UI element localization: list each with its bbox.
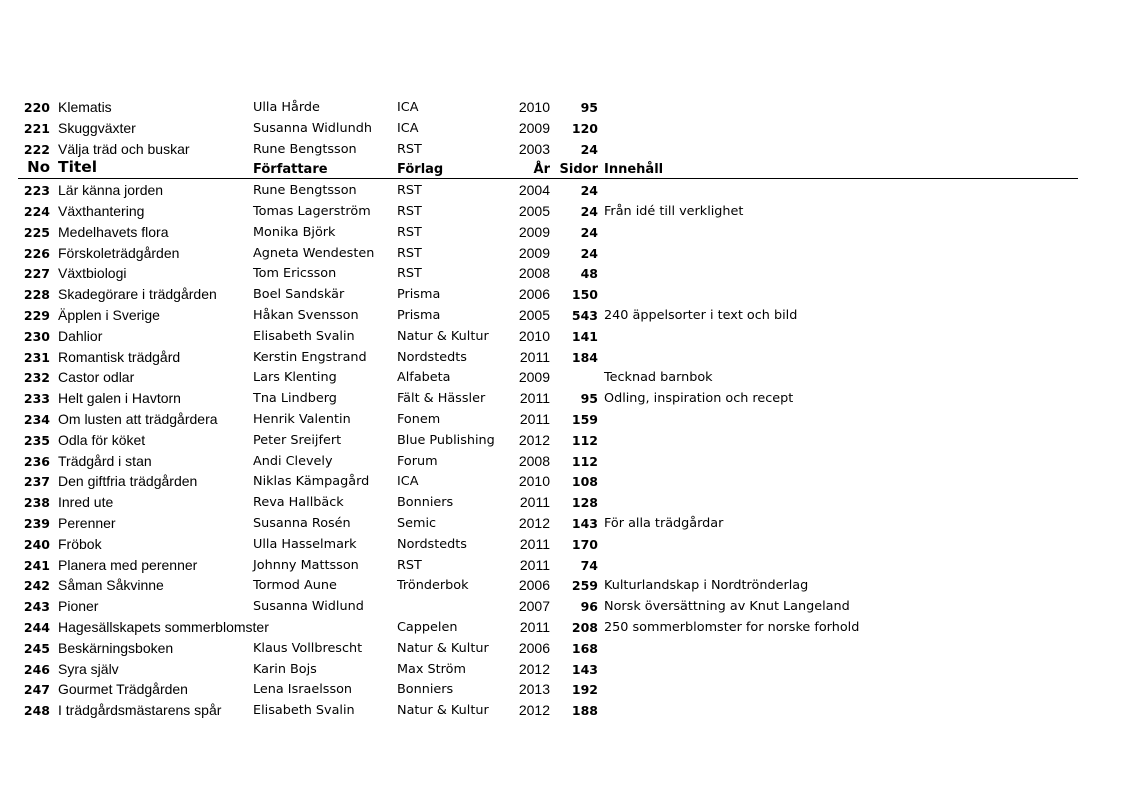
cell-author: Boel Sandskär: [253, 287, 345, 303]
cell-year: 2011: [519, 535, 550, 552]
cell-title: Växtbiologi: [58, 265, 127, 282]
cell-publisher: RST: [397, 224, 422, 240]
cell-publisher: RST: [397, 266, 422, 282]
cell-year: 2010: [518, 327, 550, 344]
cell-year: 2011: [519, 494, 550, 511]
cell-author: Lars Klenting: [253, 370, 337, 386]
cell-title: Växthantering: [58, 202, 145, 219]
cell-pages: 112: [571, 432, 598, 448]
cell-no: 230: [23, 328, 50, 344]
cell-title: Klematis: [58, 99, 112, 115]
cell-publisher: RST: [397, 141, 422, 157]
table-row: [0, 471, 1122, 492]
cell-content: Från idé till verklighet: [604, 203, 744, 219]
cell-year: 2005: [518, 306, 550, 323]
cell-author: Karin Bojs: [253, 661, 317, 677]
cell-publisher: Bonniers: [397, 495, 454, 511]
cell-author: Tomas Lagerström: [253, 203, 371, 219]
cell-publisher: Prisma: [397, 307, 441, 323]
cell-year: 2012: [518, 514, 550, 531]
cell-content: 250 sommerblomster for norske forhold: [604, 619, 860, 635]
cell-pages: 141: [571, 328, 598, 344]
header-no: No: [27, 158, 50, 177]
cell-no: 235: [23, 432, 50, 448]
cell-no: 231: [23, 349, 50, 365]
table-row: [0, 638, 1122, 659]
cell-year: 2008: [518, 265, 550, 282]
cell-publisher: Forum: [397, 453, 438, 469]
table-row: [0, 139, 1122, 160]
table-header: [0, 159, 1122, 180]
cell-no: 241: [23, 557, 50, 573]
cell-no: 220: [23, 100, 50, 115]
cell-pages: 128: [571, 495, 598, 511]
table-row: [0, 513, 1122, 534]
cell-pages: 192: [571, 682, 598, 698]
cell-author: Tormod Aune: [253, 578, 337, 594]
cell-publisher: ICA: [397, 120, 419, 136]
cell-pages: 159: [571, 411, 598, 427]
cell-publisher: RST: [397, 183, 422, 199]
cell-year: 2006: [518, 639, 550, 656]
table-row: [0, 430, 1122, 451]
table-row: [0, 284, 1122, 305]
cell-title: Planera med perenner: [58, 556, 198, 573]
cell-author: Kerstin Engstrand: [253, 349, 367, 365]
cell-author: Klaus Vollbrescht: [253, 640, 363, 656]
cell-year: 2008: [518, 452, 550, 469]
cell-pages: 188: [571, 703, 598, 719]
cell-author: Tna Lindberg: [253, 391, 337, 407]
table-row: [0, 201, 1122, 222]
header-title: Titel: [58, 158, 98, 177]
table-row: [0, 326, 1122, 347]
cell-title: Syra själv: [58, 660, 119, 677]
cell-pages: 120: [571, 120, 598, 136]
table-row: [0, 180, 1122, 201]
cell-no: 224: [23, 203, 50, 219]
cell-no: 237: [23, 474, 50, 490]
cell-pages: 108: [571, 474, 598, 490]
cell-title: Skuggväxter: [58, 119, 136, 136]
cell-year: 2012: [518, 660, 550, 677]
cell-year: 2011: [519, 410, 550, 427]
cell-publisher: Blue Publishing: [397, 432, 495, 448]
cell-author: Henrik Valentin: [253, 411, 351, 427]
table-row: [0, 596, 1122, 617]
cell-year: 2009: [518, 244, 550, 261]
cell-no: 225: [23, 224, 50, 240]
cell-publisher: Trönderbok: [397, 578, 469, 594]
table-row: [0, 575, 1122, 596]
table-row: [0, 305, 1122, 326]
cell-title: Odla för köket: [58, 431, 146, 448]
cell-pages: 112: [571, 453, 598, 469]
cell-no: 245: [23, 640, 50, 656]
table-row: [0, 243, 1122, 264]
cell-title: Om lusten att trädgårdera: [58, 410, 218, 427]
cell-publisher: Nordstedts: [397, 349, 467, 365]
cell-title: Äpplen i Sverige: [58, 306, 160, 323]
cell-pages: 543: [571, 307, 598, 323]
cell-no: 244: [23, 619, 50, 635]
cell-author: Agneta Wendesten: [253, 245, 375, 261]
cell-year: 2010: [518, 473, 550, 490]
table-row: [0, 534, 1122, 555]
table-row: [0, 679, 1122, 700]
cell-year: 2006: [518, 286, 550, 303]
cell-no: 227: [23, 266, 50, 282]
cell-no: 229: [23, 307, 50, 323]
cell-title: Castor odlar: [58, 369, 135, 386]
table-row: [0, 347, 1122, 368]
cell-no: 232: [23, 370, 50, 386]
cell-no: 248: [23, 703, 50, 719]
cell-publisher: Alfabeta: [397, 370, 451, 386]
rows-after-header: [0, 180, 1122, 721]
cell-title: Välja träd och buskar: [58, 140, 190, 157]
cell-publisher: Nordstedts: [397, 536, 467, 552]
cell-publisher: Prisma: [397, 287, 441, 303]
cell-publisher: Bonniers: [397, 682, 454, 698]
cell-pages: 168: [571, 640, 598, 656]
cell-title: Den giftfria trädgården: [58, 473, 198, 490]
cell-title: I trädgårdsmästarens spår: [58, 702, 222, 719]
rows-before-header: [0, 97, 1122, 159]
cell-publisher: RST: [397, 245, 422, 261]
cell-year: 2003: [518, 140, 550, 157]
cell-title: Inred ute: [58, 494, 114, 511]
cell-no: 228: [23, 287, 50, 303]
cell-publisher: ICA: [397, 474, 419, 490]
cell-author: Johnny Mattsson: [253, 557, 359, 573]
cell-author: Susanna Widlund: [253, 599, 364, 615]
cell-author: Peter Sreijfert: [253, 432, 342, 448]
cell-publisher: Semic: [397, 515, 437, 531]
cell-title: Pioner: [58, 598, 99, 615]
cell-publisher: Natur & Kultur: [397, 703, 489, 719]
cell-pages: 170: [571, 536, 598, 552]
cell-no: 238: [23, 495, 50, 511]
cell-pages: 74: [580, 557, 598, 573]
cell-title: Dahlior: [58, 327, 103, 344]
cell-publisher: Fält & Hässler: [397, 391, 486, 407]
cell-year: 2011: [519, 556, 550, 573]
cell-publisher: Max Ström: [397, 661, 466, 677]
cell-pages: 150: [571, 287, 598, 303]
table-row: [0, 700, 1122, 721]
cell-year: 2011: [519, 390, 550, 407]
cell-author: Tom Ericsson: [253, 266, 337, 282]
table-row: [0, 451, 1122, 472]
cell-pages: 24: [580, 183, 598, 199]
cell-content: För alla trädgårdar: [604, 515, 724, 531]
cell-pages: 95: [580, 391, 598, 407]
cell-title: Helt galen i Havtorn: [58, 390, 181, 407]
table-row: [0, 118, 1122, 139]
cell-no: 233: [23, 391, 50, 407]
cell-title: Förskoleträdgården: [58, 244, 180, 261]
cell-year: 2004: [518, 182, 550, 199]
cell-publisher: RST: [397, 557, 422, 573]
header-content: Innehåll: [604, 162, 664, 178]
cell-year: 2011: [519, 618, 550, 635]
table-row: [0, 388, 1122, 409]
table-row: [0, 263, 1122, 284]
cell-author: Lena Israelsson: [253, 682, 353, 698]
cell-content: Kulturlandskap i Nordtrönderlag: [604, 578, 809, 594]
cell-year: 2010: [518, 99, 550, 115]
cell-pages: 143: [571, 661, 598, 677]
table-row: [0, 659, 1122, 680]
cell-title: Fröbok: [58, 535, 102, 552]
cell-title: Perenner: [58, 514, 116, 531]
cell-author: Ulla Hasselmark: [253, 536, 357, 552]
cell-title: Romantisk trädgård: [58, 348, 181, 365]
cell-pages: 184: [571, 349, 598, 365]
header-publisher: Förlag: [397, 162, 444, 178]
cell-pages: 24: [580, 245, 598, 261]
cell-author: Susanna Widlundh: [253, 120, 372, 136]
cell-author: Monika Björk: [253, 224, 336, 240]
cell-no: 223: [23, 183, 50, 199]
cell-content: Norsk översättning av Knut Langeland: [604, 599, 850, 615]
cell-title: Skadegörare i trädgården: [58, 286, 217, 303]
cell-pages: 48: [580, 266, 598, 282]
cell-year: 2006: [518, 577, 550, 594]
cell-year: 2012: [518, 702, 550, 719]
cell-author: Rune Bengtsson: [253, 183, 357, 199]
cell-pages: 24: [580, 203, 598, 219]
cell-year: 2013: [518, 681, 550, 698]
header-author: Författare: [253, 162, 328, 178]
cell-author: Susanna Rosén: [253, 515, 351, 531]
cell-no: 246: [23, 661, 50, 677]
table-row: [0, 222, 1122, 243]
cell-publisher: ICA: [397, 100, 419, 115]
cell-no: 247: [23, 682, 50, 698]
table-row: [0, 367, 1122, 388]
cell-content: Odling, inspiration och recept: [604, 391, 794, 407]
cell-no: 240: [23, 536, 50, 552]
cell-year: 2011: [519, 348, 550, 365]
header-year: År: [533, 162, 550, 178]
header-pages: Sidor: [559, 162, 598, 178]
cell-author: Elisabeth Svalin: [253, 328, 355, 344]
cell-year: 2009: [518, 369, 550, 386]
cell-author: Reva Hallbäck: [253, 495, 344, 511]
table-row: [0, 97, 1122, 118]
cell-pages: 24: [580, 141, 598, 157]
cell-title: Gourmet Trädgården: [58, 681, 188, 698]
cell-year: 2012: [518, 431, 550, 448]
cell-publisher: RST: [397, 203, 422, 219]
cell-no: 226: [23, 245, 50, 261]
cell-author: Andi Clevely: [253, 453, 333, 469]
cell-year: 2007: [518, 598, 550, 615]
cell-no: 243: [23, 599, 50, 615]
cell-content: Tecknad barnbok: [604, 370, 713, 386]
cell-title: Såman Såkvinne: [58, 577, 164, 594]
table-row: [0, 617, 1122, 638]
cell-author: Håkan Svensson: [253, 307, 359, 323]
table-row: [0, 555, 1122, 576]
cell-publisher: Cappelen: [397, 619, 458, 635]
cell-title: Beskärningsboken: [58, 639, 174, 656]
cell-year: 2009: [518, 223, 550, 240]
cell-pages: 24: [580, 224, 598, 240]
cell-no: 221: [23, 120, 50, 136]
cell-author: Niklas Kämpagård: [253, 474, 370, 490]
cell-publisher: Natur & Kultur: [397, 328, 489, 344]
cell-no: 242: [23, 578, 50, 594]
cell-no: 234: [23, 411, 50, 427]
cell-no: 236: [23, 453, 50, 469]
cell-title: Medelhavets flora: [58, 223, 169, 240]
cell-pages: 143: [571, 515, 598, 531]
cell-no: 222: [23, 141, 50, 157]
cell-no: 239: [23, 515, 50, 531]
table-row: [0, 492, 1122, 513]
cell-content: 240 äppelsorter i text och bild: [604, 307, 798, 323]
table-row: [0, 409, 1122, 430]
cell-year: 2009: [518, 119, 550, 136]
cell-author: Elisabeth Svalin: [253, 703, 355, 719]
cell-author: Rune Bengtsson: [253, 141, 357, 157]
cell-title: Lär känna jorden: [58, 182, 164, 199]
cell-pages: 95: [580, 100, 598, 115]
book-table: [0, 97, 1122, 721]
cell-pages: 259: [571, 578, 598, 594]
cell-pages: 208: [571, 619, 598, 635]
cell-author: Ulla Hårde: [253, 100, 320, 115]
cell-pages: 96: [580, 599, 598, 615]
cell-title: Hagesällskapets sommerblomster: [58, 618, 269, 635]
cell-title: Trädgård i stan: [58, 452, 152, 469]
cell-publisher: Fonem: [397, 411, 441, 427]
cell-year: 2005: [518, 202, 550, 219]
cell-publisher: Natur & Kultur: [397, 640, 489, 656]
